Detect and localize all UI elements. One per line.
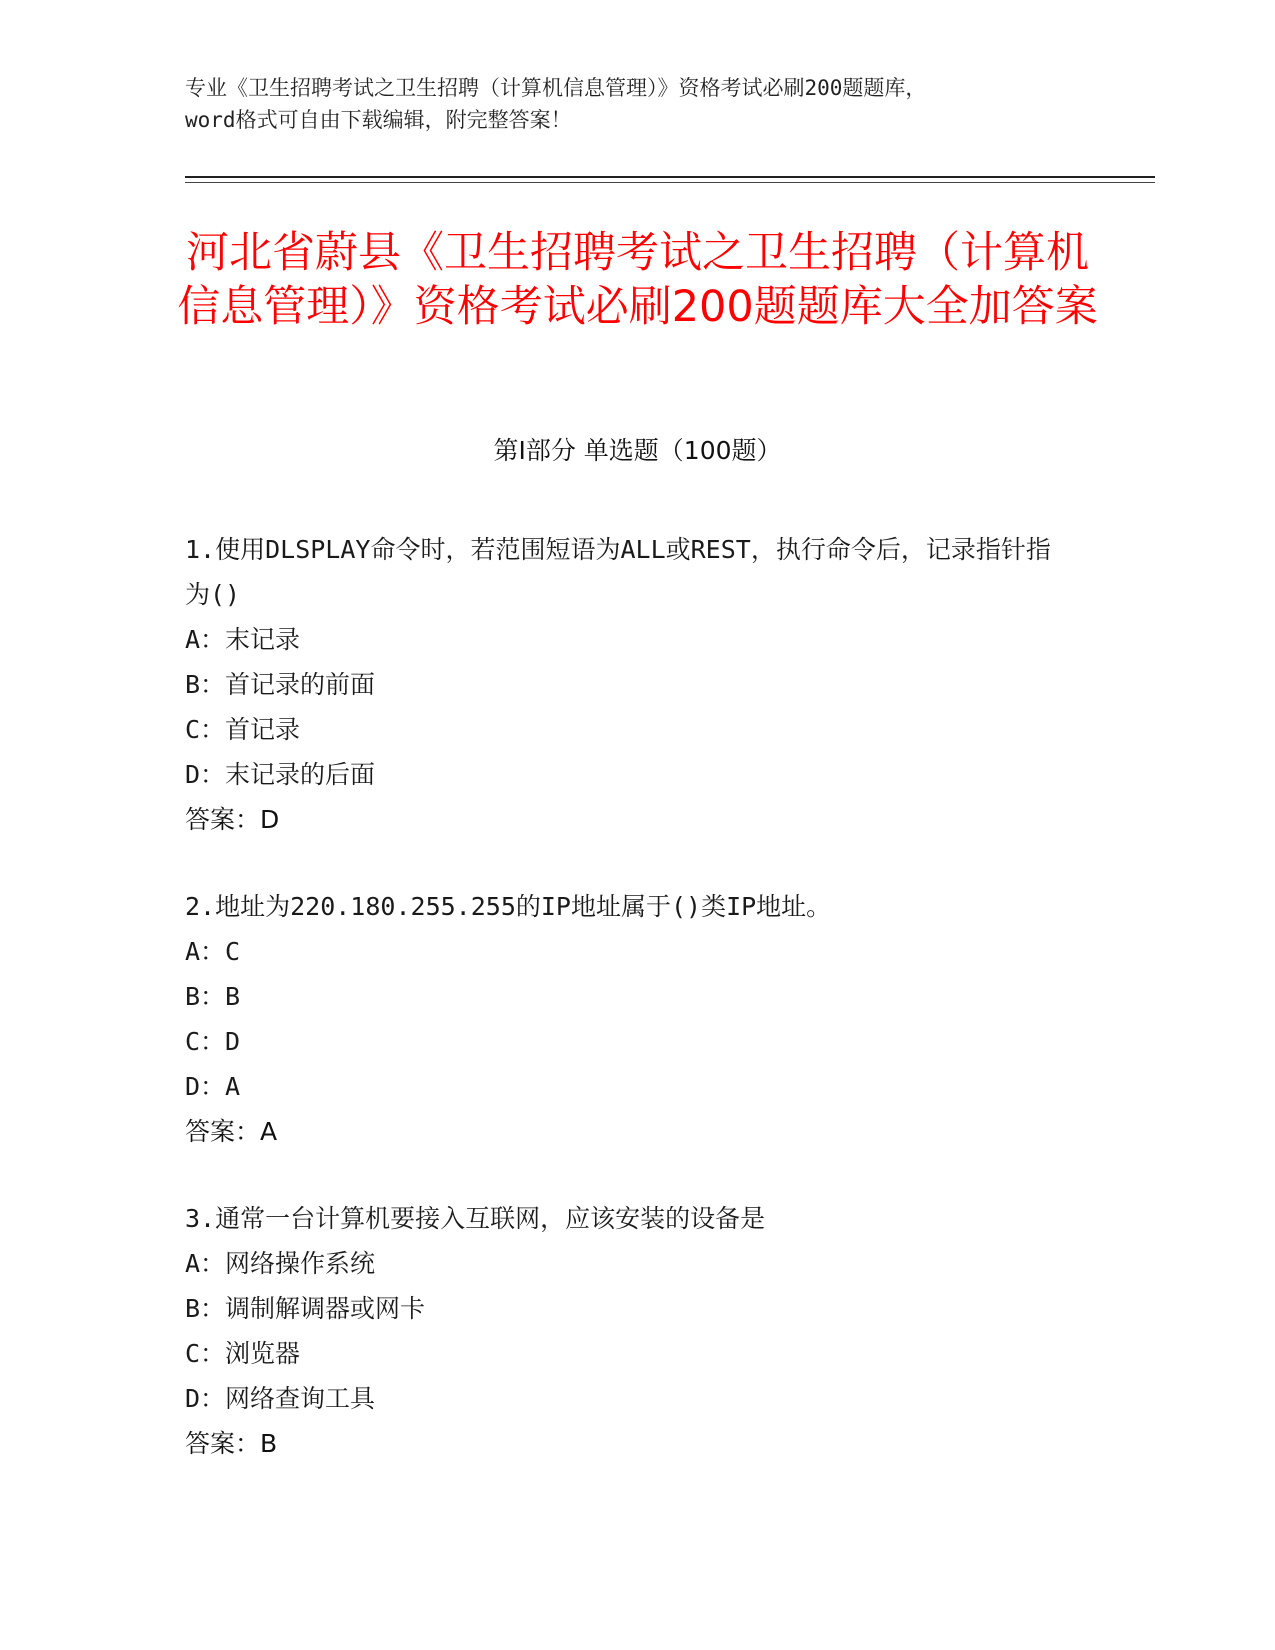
option-d: D：A bbox=[185, 1072, 241, 1101]
question-list bbox=[185, 527, 1065, 1508]
option-d: D：网络查询工具 bbox=[185, 1384, 376, 1413]
header-divider-thick bbox=[185, 176, 1155, 178]
section-heading: 第Ⅰ部分 单选题（100题） bbox=[493, 436, 782, 465]
question-stem: 1.使用DLSPLAY命令时，若范围短语为ALL或REST，执行命令后，记录指针指为() bbox=[185, 535, 1051, 609]
document-title: 河北省蔚县《卫生招聘考试之卫生招聘（计算机信息管理）》资格考试必刷200题题库大全加答案 bbox=[177, 228, 1098, 332]
question-1 bbox=[185, 527, 1065, 842]
answer: 答案：A bbox=[185, 1117, 278, 1146]
question-stem: 3.通常一台计算机要接入互联网，应该安装的设备是 bbox=[185, 1204, 766, 1233]
header-divider-thin bbox=[185, 182, 1155, 183]
option-a: A：末记录 bbox=[185, 625, 301, 654]
option-c: C：浏览器 bbox=[185, 1339, 301, 1368]
question-3 bbox=[185, 1196, 1065, 1466]
option-a: A：网络操作系统 bbox=[185, 1249, 376, 1278]
option-c: C：D bbox=[185, 1027, 241, 1056]
question-stem: 2.地址为220.180.255.255的IP地址属于()类IP地址。 bbox=[185, 892, 832, 921]
option-c: C：首记录 bbox=[185, 715, 301, 744]
option-d: D：末记录的后面 bbox=[185, 760, 376, 789]
option-a: A：C bbox=[185, 937, 241, 966]
question-2 bbox=[185, 884, 1065, 1154]
option-b: B：首记录的前面 bbox=[185, 670, 376, 699]
answer: 答案：D bbox=[185, 805, 280, 834]
header-note-line-1: 专业《卫生招聘考试之卫生招聘（计算机信息管理）》资格考试必刷200题题库， bbox=[185, 76, 927, 100]
option-b: B：B bbox=[185, 982, 241, 1011]
header-note bbox=[185, 72, 1115, 136]
option-b: B：调制解调器或网卡 bbox=[185, 1294, 426, 1323]
answer: 答案：B bbox=[185, 1429, 278, 1458]
header-note-line-2: word格式可自由下载编辑，附完整答案！ bbox=[185, 108, 572, 132]
